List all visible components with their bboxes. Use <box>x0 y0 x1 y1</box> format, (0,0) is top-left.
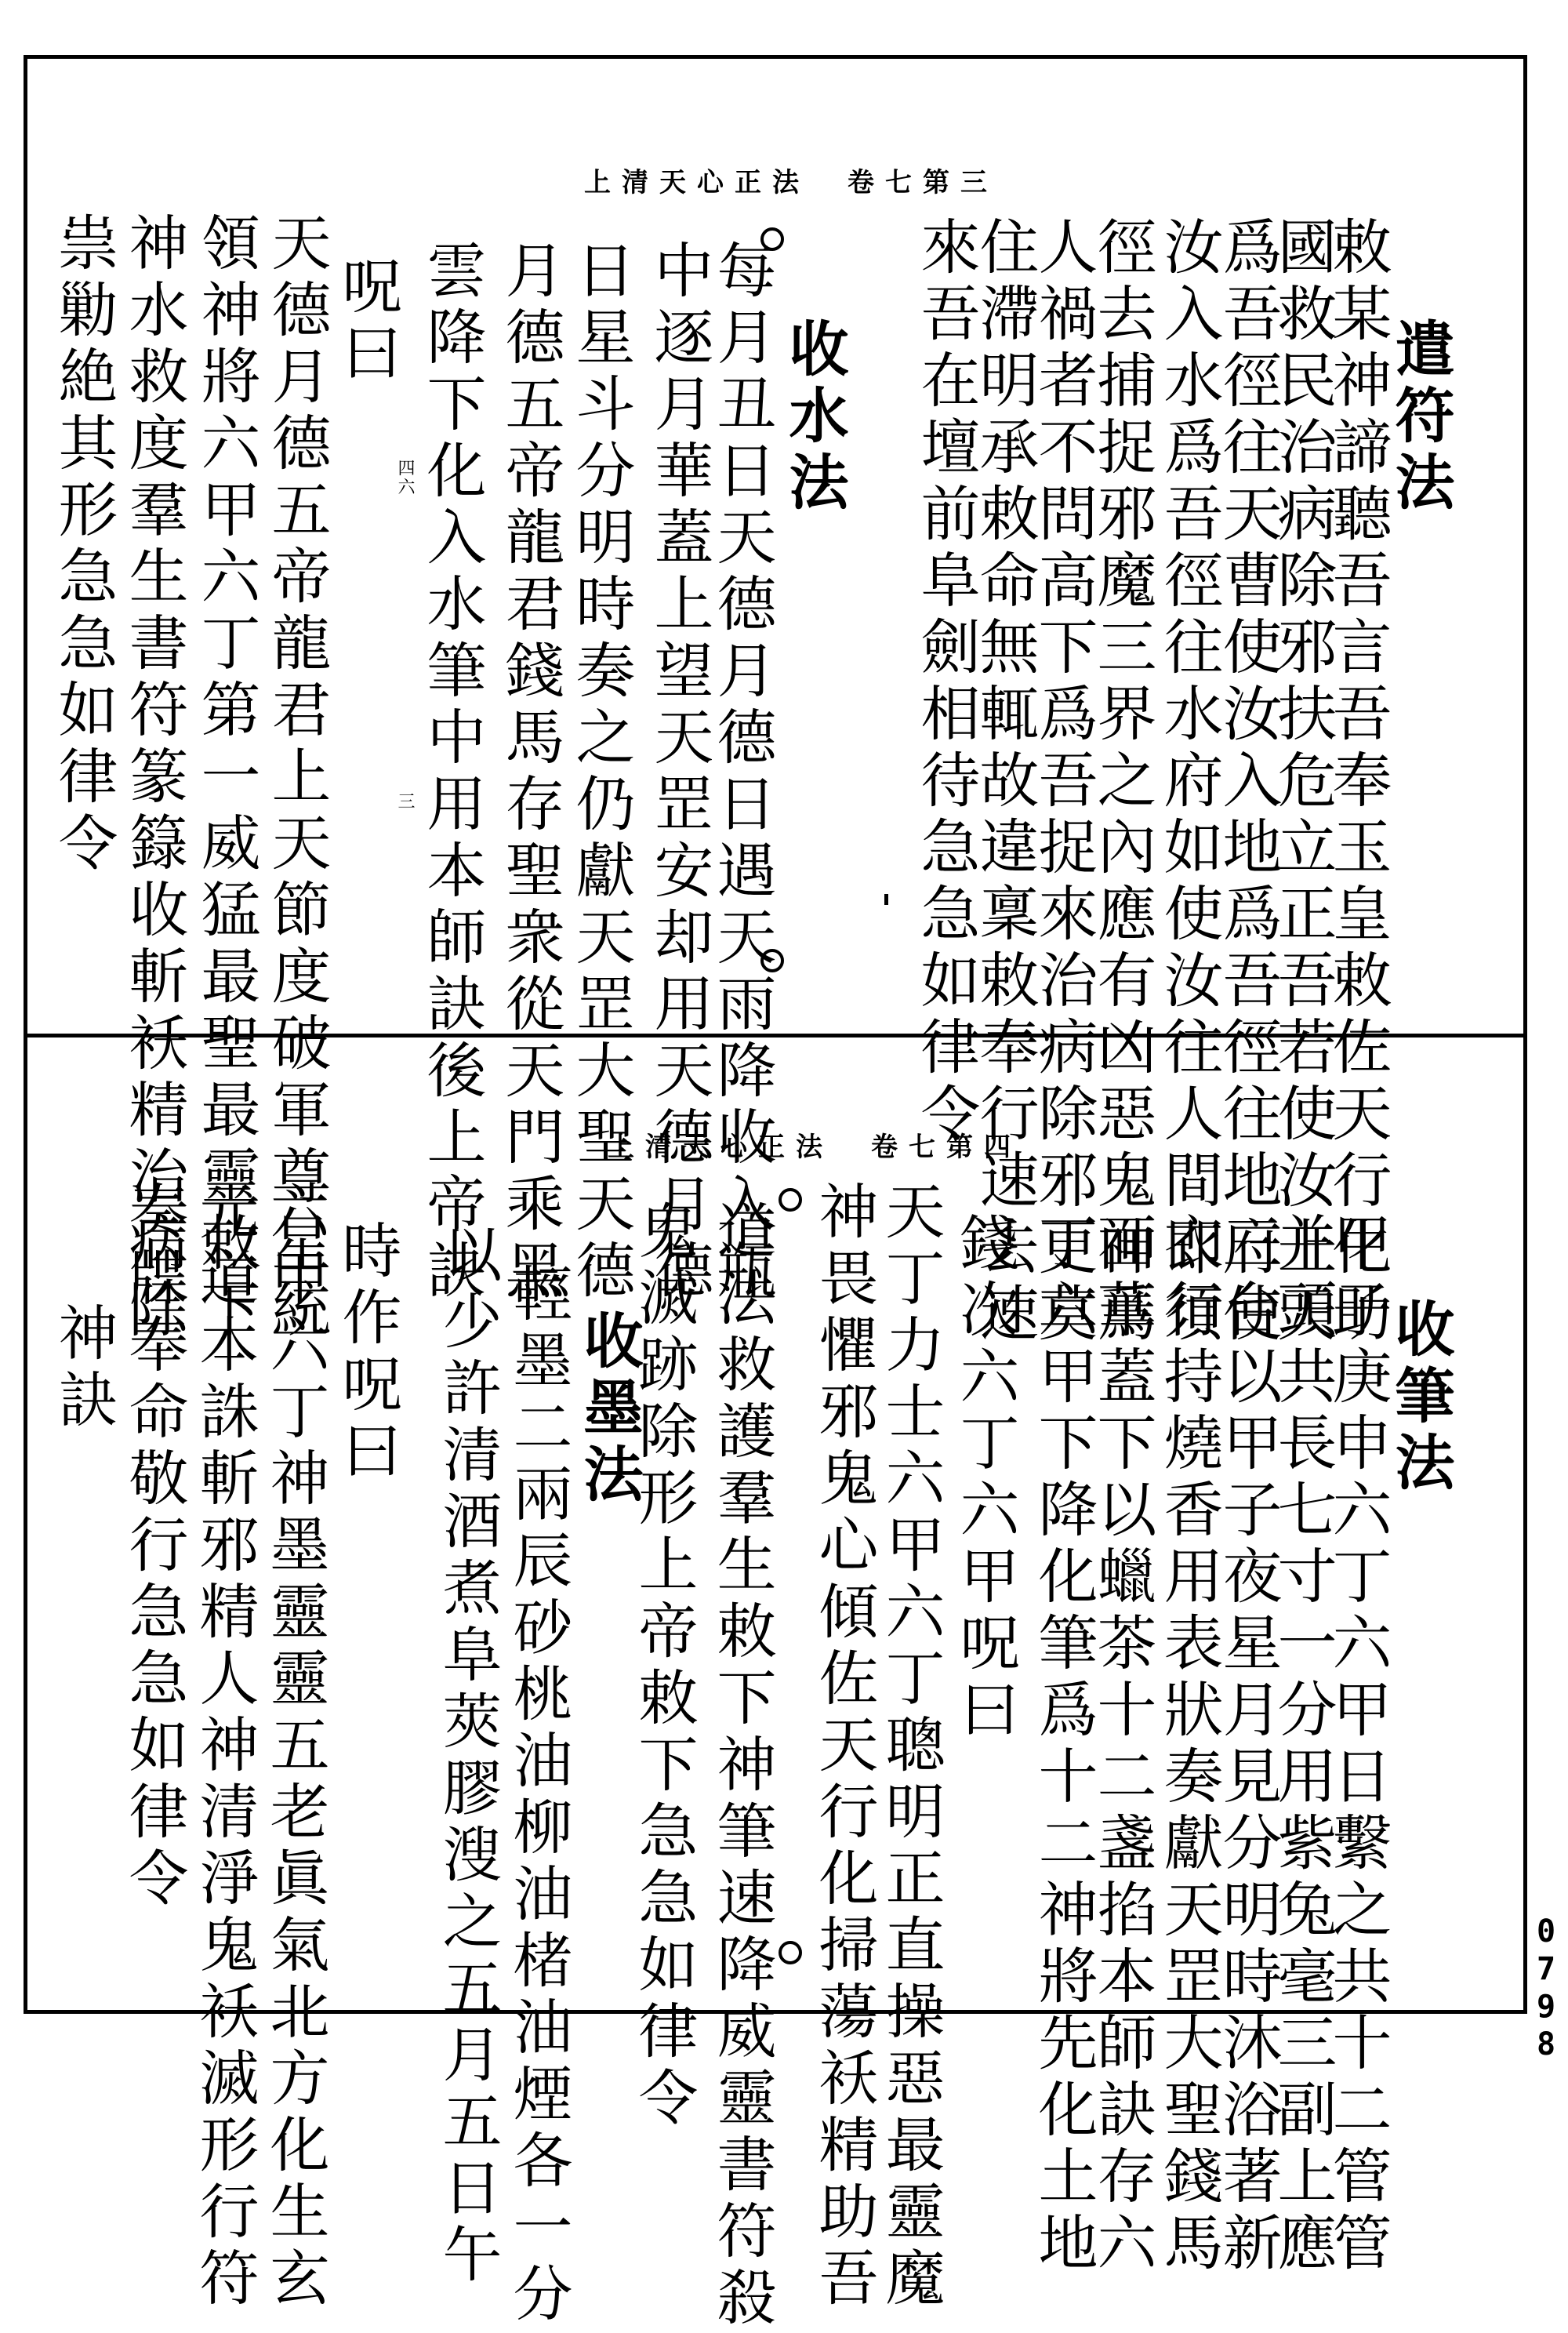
page-number: 0798 <box>1528 1913 1564 2064</box>
top-col-1: 遣符法 <box>1385 318 1455 518</box>
bottom-col-5: 衣行持燒香用表狀奏獻天罡大聖錢馬 <box>1154 1212 1224 2278</box>
bottom-col-6: 面華蓋下以蠟茶十二盞掐本師訣存六 <box>1087 1212 1157 2278</box>
top-col-5: 汝入水爲吾徑往水府如使汝往人間即須 <box>1154 216 1224 1349</box>
top-col-3: 國救民治病除邪扶危立正吾若使汝上天 <box>1268 216 1338 1349</box>
bottom-col-13: 收墨法 <box>574 1310 644 1510</box>
bottom-col-3: 并頭共長七寸一分用紫兔毫三副上應 <box>1268 1212 1338 2278</box>
bottom-col-1: 收筆法 <box>1385 1298 1455 1498</box>
top-running-head: 上清天心正法 卷七第三 <box>584 167 998 198</box>
bottom-col-19: 奏牒奉命敬行急急如律令 <box>119 1180 189 1913</box>
bottom-col-18: 元道本誅斬邪精人神清淨鬼袄滅形行符 <box>190 1180 260 2313</box>
top-col-15: 雲降下化入水筆中用本師訣後上帝訣 <box>417 239 487 1306</box>
top-marginal-note-2: 三 <box>395 792 415 811</box>
bottom-col-7: 丁六甲下降化筆爲十二神將先化土地 <box>1029 1212 1098 2278</box>
top-circle-mark-2 <box>760 949 784 972</box>
bottom-running-head: 上清天心正法 卷七第四 <box>608 1132 1022 1163</box>
bottom-circle-mark-2 <box>779 1941 802 1964</box>
top-punctuation-mark <box>884 894 888 905</box>
bottom-col-2: 甲子庚申六丁六甲日繫之共十二管管 <box>1323 1212 1392 2278</box>
bottom-col-15: 以少許清酒煮阜莢膠溲之五月五日午 <box>433 1223 503 2290</box>
top-col-10: 收水法 <box>779 318 849 518</box>
top-col-18: 領神將六甲六丁第一威猛最聖最靈敕下 <box>191 212 261 1345</box>
bottom-col-8: 錢次六丁六甲呪曰 <box>950 1212 1020 1745</box>
bottom-col-20: 神訣 <box>49 1302 118 1435</box>
bottom-col-10: 神畏懼邪鬼心傾佐天行化掃蕩袄精助吾 <box>809 1180 879 2313</box>
top-col-11: 每月丑日天德月德日遇天雨降收入瓶 <box>707 239 777 1306</box>
bottom-col-14: 輕墨二兩辰砂桃油柳油楮油煙各一分 <box>503 1263 573 2329</box>
top-col-7: 人禍者不問高下爲吾捉來治病除邪更莫 <box>1029 216 1098 1349</box>
bottom-col-4: 三台以甲子夜星月見分明時沐浴著新 <box>1213 1212 1283 2278</box>
top-col-14: 月德五帝龍君錢馬存聖衆從天門乘黑 <box>495 239 565 1306</box>
bottom-col-11: 道法救護羣生敕下神筆速降威靈書符殺 <box>707 1200 777 2333</box>
top-col-16: 呪曰 <box>332 255 402 388</box>
top-col-8: 住滯明承敕命無輒故違稟敕奉行速去速 <box>970 216 1040 1349</box>
top-col-9: 來吾在壇前阜劍相待急急如律令 <box>911 216 981 1149</box>
top-marginal-note-1: 四六 <box>395 459 415 496</box>
top-col-4: 爲吾徑往天曹使汝入地爲吾徑往地府使 <box>1213 216 1283 1349</box>
top-col-6: 徑去捕捉邪魔三界之內應有凶惡鬼神爲 <box>1087 216 1157 1349</box>
bottom-col-9: 天丁力士六甲六丁聰明正直操惡最靈魔 <box>876 1180 946 2313</box>
top-col-17: 天德月德五帝龍君上天節度破軍尊星統 <box>262 212 332 1345</box>
top-col-20: 祟勦絶其形急急如律令 <box>49 212 118 878</box>
top-col-12: 中逐月華蓋上望天罡安却用天德月德 <box>644 239 714 1306</box>
bottom-col-12: 鬼滅跡除形上帝敕下急急如律令 <box>629 1200 699 2133</box>
top-col-13: 日星斗分明時奏之仍獻天罡大聖天德 <box>566 239 636 1306</box>
top-col-2: 敕某神諦聽吾言吾奉玉皇敕佐天行化助 <box>1323 216 1392 1349</box>
bottom-circle-mark-1 <box>779 1188 802 1212</box>
top-col-19: 神水救度羣生書符篆籙收斬袄精治病除 <box>119 212 189 1345</box>
bottom-col-17: 六甲六丁神墨靈靈五老眞氣北方化生玄 <box>260 1180 330 2313</box>
bottom-col-16: 時作呪曰 <box>332 1219 402 1486</box>
top-circle-mark-1 <box>760 227 784 251</box>
